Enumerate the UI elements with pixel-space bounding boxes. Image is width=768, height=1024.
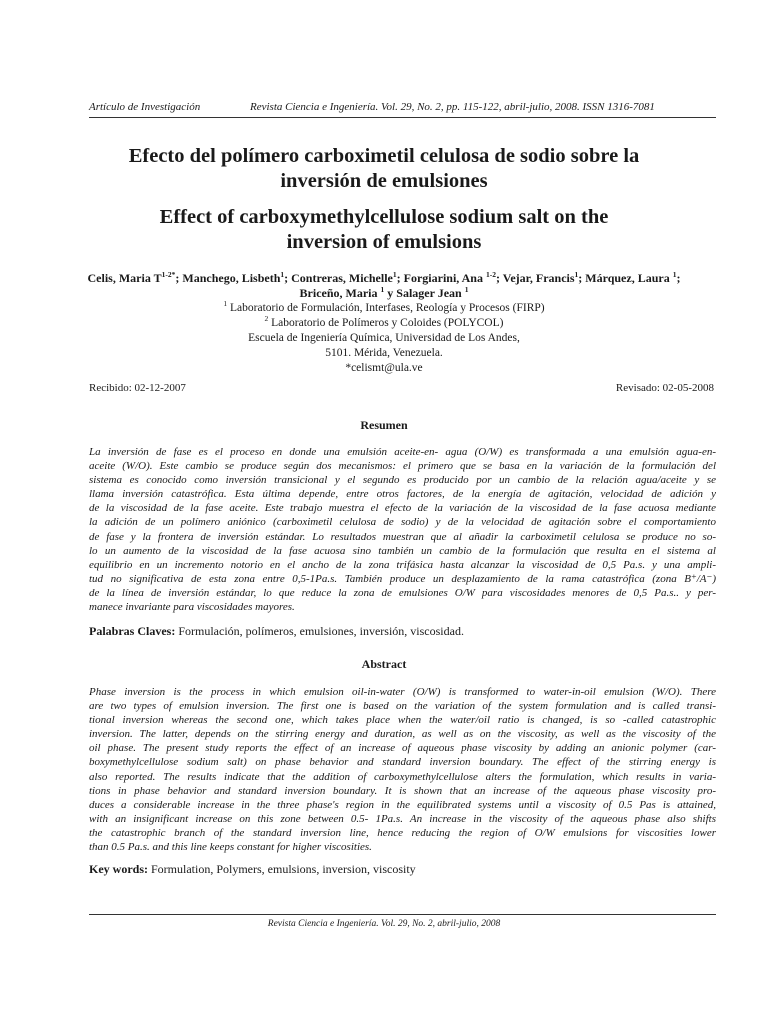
title-english xyxy=(60,205,708,255)
abstract-line: also reported. The results indicate that the addition of carboxymethylcellulose alters the formulation, which results in varia- xyxy=(89,770,716,783)
abstract-line: boxymethylcellulose sodium salt) on phase behavior and standard inversion boundary. The effect of the stirring energy is xyxy=(89,756,716,769)
resumen-line: llama inversión catastrófica. Esta última depende, entre otros factores, de la energía de agitación, velocidad de adición y xyxy=(89,488,716,501)
running-header-right: Revista Ciencia e Ingeniería. Vol. 29, No. 2, pp. 115-122, abril-julio, 2008. ISSN 1316-7081 xyxy=(250,101,655,113)
resumen-line: de la viscosidad de la fase aceite. Este trabajo muestra el efecto de la variación de la viscosidad de la fase acuosa mediante xyxy=(89,502,716,515)
abstract-line: inversion. The latter, depends on the stirring energy and duration, as well as on the viscosity, as well as the viscosity of the xyxy=(89,728,716,741)
resumen-line: aceite (W/O). Este cambio se produce según dos mecanismos: el primero que se basa en la variación de la formulación del xyxy=(89,460,716,473)
abstract-line: Phase inversion is the process in which emulsion oil-in-water (O/W) is transformed to water-in-oil emulsion (W/O). There xyxy=(89,686,716,698)
key-words xyxy=(89,862,716,877)
key-words-value: Formulation, Polymers, emulsions, inversion, viscosity xyxy=(151,862,416,876)
header-rule xyxy=(89,117,716,118)
resumen-line: la adición de un polímero aniónico (carboximetil celulosa de sodio) y de la velocidad de agitación sobre el comportamiento xyxy=(89,516,716,529)
revised-date: Revisado: 02-05-2008 xyxy=(615,382,714,394)
abstract-line: the catastrophic branch of the standard inversion line, hence reducing the region of O/W emulsions for viscosities lower xyxy=(89,826,716,839)
running-header-left: Artículo de Investigación xyxy=(89,101,201,113)
affiliation-1: $^1$ Laboratorio de Formulación, Interfases, Reología y Procesos (FIRP) xyxy=(223,299,545,314)
palabras-claves xyxy=(89,624,716,639)
key-words-label: Key words: xyxy=(89,862,148,876)
title-spanish-line-2: inversión de emulsiones xyxy=(280,170,488,192)
affiliation-2: $^2$ Laboratorio de Polímeros y Coloides (POLYCOL) xyxy=(264,314,504,329)
abstract-line: than 0.5 Pa.s. and this line keeps constant for higher viscosities. xyxy=(89,841,372,854)
resumen-line: equilibrio en un incremento notorio en el ancho de la zona trifásica hasta alcanzar la viscosidad de 0,5 Pa.s. y una ampli- xyxy=(89,558,716,571)
footer-rule xyxy=(89,914,716,915)
resumen-text xyxy=(89,445,716,614)
title-english-line-1: Effect of carboxymethylcellulose sodium salt on the xyxy=(159,206,609,228)
abstract-text xyxy=(89,685,716,854)
abstract-line: are two types of emulsion inversion. The first one is based on the variation of the system formulation and is called transi- xyxy=(89,700,716,713)
abstract-line: oil phase. The present study reports the effect of an increase of aqueous phase viscosity by adding an anionic polymer (car- xyxy=(89,742,716,755)
resumen-line: de fase y la frontera de inversión estándar. Lo resultados muestran que al añadir la carboximetil celulosa se produce no so- xyxy=(89,530,716,543)
title-spanish-line-1: Efecto del polímero carboximetil celulosa de sodio sobre la xyxy=(128,145,640,167)
running-footer: Revista Ciencia e Ingeniería. Vol. 29, No. 2, abril-julio, 2008 xyxy=(267,919,501,929)
affiliations xyxy=(80,301,688,376)
palabras-claves-value: Formulación, polímeros, emulsiones, inversión, viscosidad. xyxy=(178,624,464,638)
author-list xyxy=(80,271,688,301)
palabras-claves-label: Palabras Claves: xyxy=(89,624,176,638)
resumen-heading: Resumen xyxy=(360,418,408,432)
resumen-line: lo un aumento de la viscosidad de la fase acuosa sino también un cambio de la formulación que resulta en el sistema al xyxy=(89,544,716,557)
resumen-line: de la línea de inversión estándar, lo que reduce la zona de emulsiones O/W para viscosidades menores de 0,5 Pa.s.. y per- xyxy=(89,586,716,599)
affiliation-school: Escuela de Ingeniería Química, Universidad de Los Andes, xyxy=(248,332,520,344)
abstract-line: tions in phase behavior and standard inversion boundary. It is shown that an increase of the aqueous phase viscosity pro- xyxy=(89,784,716,797)
title-spanish xyxy=(60,144,708,194)
author-line-2: Briceño, Maria $^1$ y Salager Jean $^1$ xyxy=(299,285,469,300)
corresponding-email: *celismt@ula.ve xyxy=(345,362,423,374)
resumen-line: La inversión de fase es el proceso en donde una emulsión aceite-en- agua (O/W) es transformada a una emulsión agua-en- xyxy=(89,446,716,458)
affiliation-city: 5101. Mérida, Venezuela. xyxy=(325,347,443,359)
received-date: Recibido: 02-12-2007 xyxy=(89,382,186,394)
resumen-line: tud no significativa de esta zona entre 0,5-1Pa.s. También produce un desplazamiento de la rama catastrófica (zona B⁺/A⁻) xyxy=(89,572,716,585)
author-line-1: Celis, Maria $T^{1-2*}$; Manchego, Lisbeth$^1$; Contreras, Michelle$^1$; Forgiarini, Ana $^{1-2}$; Vejar, Francis$^1$; Márquez, Laura $^1$; xyxy=(87,270,681,285)
abstract-heading: Abstract xyxy=(361,657,407,671)
abstract-line: duces a considerable increase in the three phase's region in the equilibrated systems until a viscosity of 0.5 Pas is attained, xyxy=(89,798,716,811)
abstract-line: tional inversion whereas the second one, which takes place when the water/oil ratio is changed, is so -called catastrophic xyxy=(89,714,716,727)
resumen-line: manece invariante para viscosidades mayores. xyxy=(89,601,295,614)
abstract-line: with an insignificant increase on this zone between 0.5- 1Pa.s. An increase in the viscosity of the aqueous phase also shifts xyxy=(89,812,716,825)
resumen-line: sistema es conocido como inversión transicional y el segundo es producido por un cambio de la relación agua/aceite y se xyxy=(89,474,716,487)
title-english-line-2: inversion of emulsions xyxy=(286,231,482,253)
